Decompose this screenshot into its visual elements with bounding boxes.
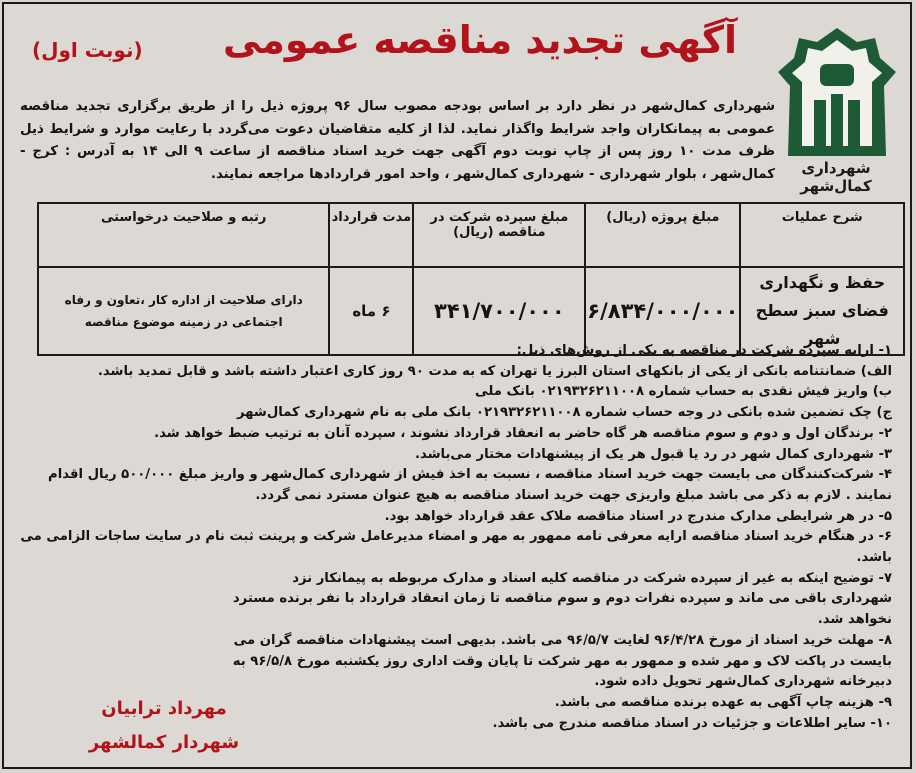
terms-list <box>12 341 892 734</box>
signature-position: شهردار کمالشهر <box>88 732 240 753</box>
notice-page <box>2 2 912 769</box>
header-deposit-amount: مبلغ سپرده شرکت در مناقصه (ریال) <box>413 203 585 267</box>
header-qualification: رتبه و صلاحیت درخواستی <box>38 203 329 267</box>
cell-duration: ۶ ماه <box>329 267 413 355</box>
cell-qualification: دارای صلاحیت از اداره کار ،تعاون و رفاه اجتماعی در زمینه موضوع مناقصه <box>38 267 329 355</box>
signature-block <box>64 692 264 760</box>
notice-title: آگهی تجدید مناقصه عمومی <box>222 18 738 62</box>
term-item: ۷- توضیح اینکه به غیر از سپرده شرکت در مناقصه کلیه اسناد و مدارک مربوطه به پیمانکار نزد شهرداری باقی می ماند و سپرده نفرات دوم و سوم مناقصه تا زمان انعقاد قرارداد با نفر برنده مسترد نخواهد شد. <box>232 570 892 628</box>
term-item: ۱- ارایه سپرده شرکت در مناقصه به یکی از روش‌های ذیل: <box>516 343 892 358</box>
term-item: ۸- مهلت خرید اسناد از مورخ ۹۶/۴/۲۸ لغایت ۹۶/۵/۷ می باشد. بدیهی است پیشنهادات مناقصه گران می بایست در پاکت لاک و مهر شده و ممهور به مهر شرکت تا پایان وقت اداری روز یکشنبه مورخ ۹۶/۵/۸ به دبیرخانه شهرداری کمال‌شهر تحویل داده شود. <box>232 632 892 690</box>
term-item: ۵- در هر شرایطی مدارک مندرج در اسناد مناقصه ملاک عقد قرارداد خواهد بود. <box>384 508 892 524</box>
term-item: ۶- در هنگام خرید اسناد مناقصه ارایه معرفی نامه ممهور به مهر و امضاء مدیرعامل شرکت و پرینت ثبت نام در سایت ساجات الزامی می باشد. <box>20 529 892 566</box>
term-item: ۹- هزینه چاپ آگهی به عهده برنده مناقصه می باشد. <box>554 694 892 710</box>
header-operation: شرح عملیات <box>740 203 904 267</box>
cell-deposit-amount: ۳۴۱/۷۰۰/۰۰۰ <box>413 267 585 355</box>
round-label: (نوبت اول) <box>32 38 143 62</box>
cell-operation: حفظ و نگهداری فضای سبز سطح شهر <box>740 267 904 355</box>
table-header-row <box>38 203 904 267</box>
term-item: ۴- شرکت‌کنندگان می بایست جهت خرید اسناد مناقصه ، نسبت به اخذ فیش از شهرداری کمال‌شهر و واریز مبلغ ۵۰۰/۰۰۰ ریال اقدام نمایند . لازم به ذکر می باشد مبلغ واریزی جهت خرید اسناد مناقصه به هیچ عنوان مسترد نمی گردد. <box>48 467 892 503</box>
term-item: ب) واریز فیش نقدی به حساب شماره ۰۲۱۹۳۲۶۲۱۱۰۰۸ بانک ملی <box>475 384 892 400</box>
term-item: ۳- شهرداری کمال شهر در رد یا قبول هر یک از پیشنهادات مختار می‌باشد. <box>414 446 892 462</box>
term-item: الف) ضمانتنامه بانکی از یکی از بانکهای استان البرز یا تهران که به مدت ۹۰ روز کاری اعتبار داشته باشد و قابل تمدید باشد. <box>97 363 892 379</box>
cell-project-amount: ۶/۸۳۴/۰۰۰/۰۰۰ <box>585 267 740 355</box>
term-item: ۱۰- سایر اطلاعات و جزئیات در اسناد مناقصه مندرج می باشد. <box>492 715 892 731</box>
logo-caption: شهرداری کمال‌شهر <box>800 159 872 195</box>
header-project-amount: مبلغ پروژه (ریال) <box>585 203 740 267</box>
intro-paragraph: شهرداری کمال‌شهر در نظر دارد بر اساس بودجه مصوب سال ۹۶ پروژه ذیل را از طریق برگزاری تجدید مناقصه عمومی به پیمانکاران واجد شرایط واگذار نماید. لذا از کلیه متقاضیان دعوت می‌گردد با رعایت موارد و شرایط ذیل ظرف مدت ۱۰ روز پس از چاپ نوبت دوم آگهی جهت خرید اسناد مناقصه از ساعت ۹ الی ۱۴ به آدرس : کرج - کمال‌شهر ، بلوار شهرداری - شهرداری کمال‌شهر ، واحد امور قراردادها مراجعه نمایند. <box>20 99 775 182</box>
municipality-emblem-icon <box>772 24 902 174</box>
operations-table <box>37 202 905 356</box>
signature-name: مهرداد ترابیان <box>101 698 227 719</box>
header-duration: مدت قرارداد <box>329 203 413 267</box>
term-item: ج) چک تضمین شده بانکی در وجه حساب شماره ۰۲۱۹۳۲۶۲۱۱۰۰۸ بانک ملی به نام شهرداری کمال‌شهر <box>236 405 892 421</box>
term-item: ۲- برندگان اول و دوم و سوم مناقصه هر گاه حاضر به انعقاد قرارداد نشوند ، سپرده آنان به ترتیب ضبط خواهد شد. <box>154 425 892 441</box>
